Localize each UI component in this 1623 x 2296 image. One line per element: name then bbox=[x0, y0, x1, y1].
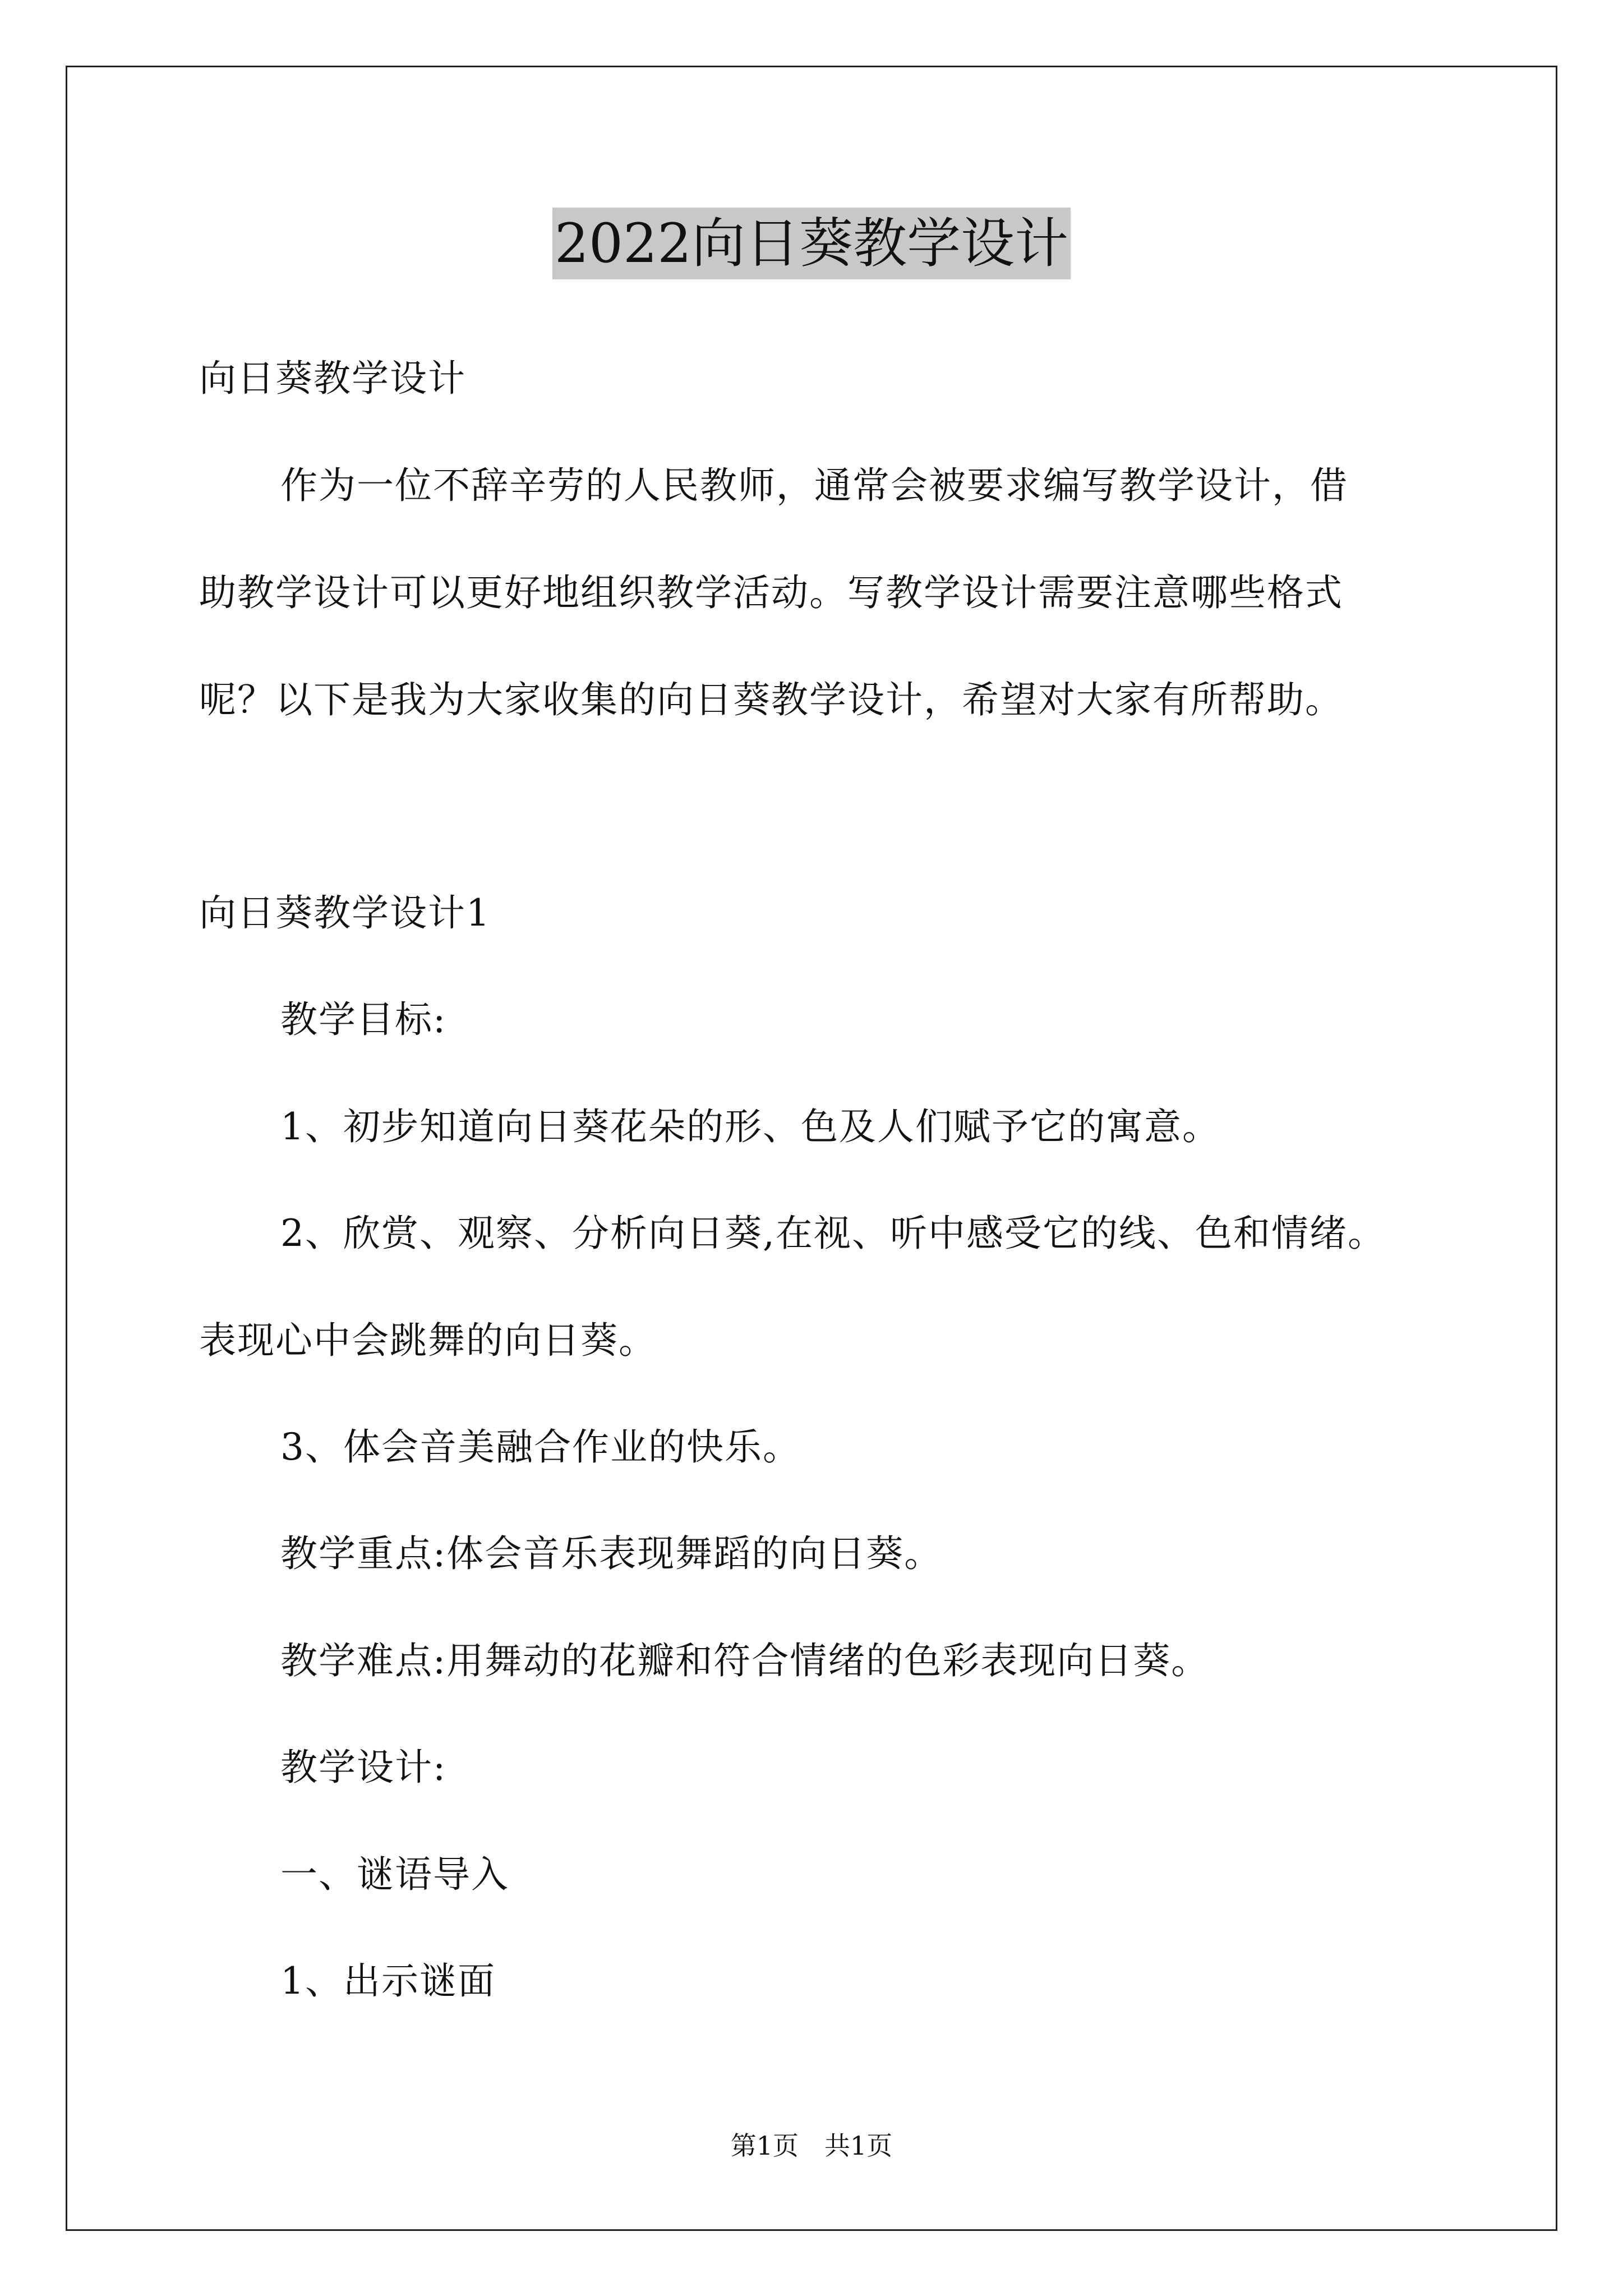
design-heading: 教学设计: bbox=[280, 1746, 447, 1789]
key-point: 教学重点:体会音乐表现舞蹈的向日葵。 bbox=[280, 1532, 943, 1575]
document-title-wrapper bbox=[0, 208, 1623, 279]
subtitle-line: 向日葵教学设计 bbox=[199, 357, 466, 400]
page-footer: 第1页 共1页 bbox=[730, 2131, 893, 2161]
intro-line-1: 作为一位不辞辛劳的人民教师，通常会被要求编写教学设计，借 bbox=[280, 464, 1348, 507]
goals-heading: 教学目标: bbox=[280, 998, 447, 1041]
goal-item-1: 1、初步知道向日葵花朵的形、色及人们赋予它的寓意。 bbox=[280, 1105, 1220, 1148]
document-title: 2022向日葵教学设计 bbox=[552, 208, 1071, 279]
intro-line-3: 呢？以下是我为大家收集的向日葵教学设计，希望对大家有所帮助。 bbox=[199, 678, 1343, 721]
goal-item-3: 3、体会音美融合作业的快乐。 bbox=[280, 1425, 801, 1469]
goal-item-2-continuation: 表现心中会跳舞的向日葵。 bbox=[199, 1319, 657, 1362]
step-one-heading: 一、谜语导入 bbox=[280, 1853, 509, 1896]
difficult-point: 教学难点:用舞动的花瓣和符合情绪的色彩表现向日葵。 bbox=[280, 1639, 1210, 1682]
section-heading: 向日葵教学设计1 bbox=[199, 891, 491, 935]
goal-item-2: 2、欣赏、观察、分析向日葵,在视、听中感受它的线、色和情绪。 bbox=[280, 1212, 1386, 1255]
step-one-item-1: 1、出示谜面 bbox=[280, 1959, 496, 2003]
intro-line-2: 助教学设计可以更好地组织教学活动。写教学设计需要注意哪些格式 bbox=[199, 571, 1343, 614]
